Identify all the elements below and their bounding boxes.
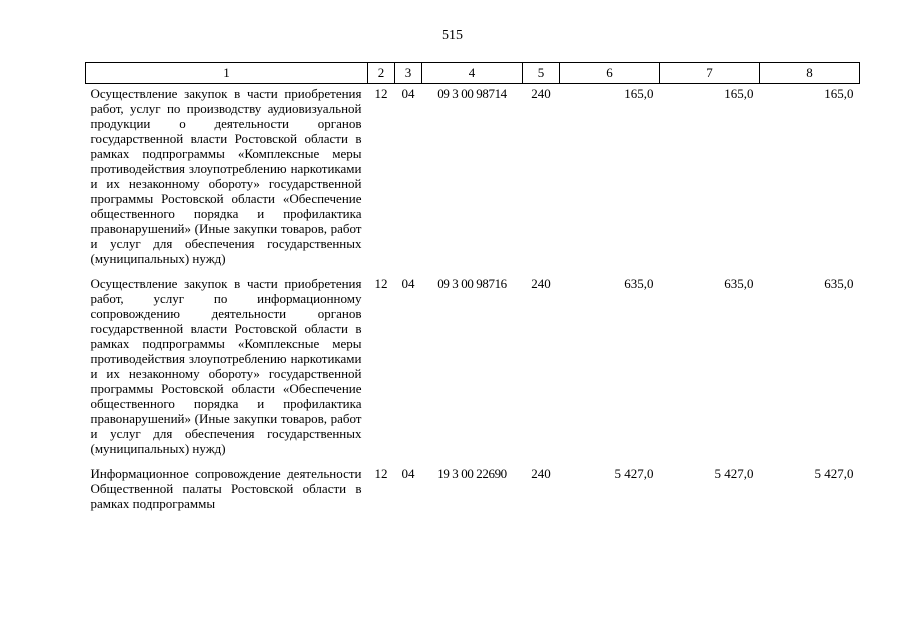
column-header-7: 7 [660,63,760,84]
row-subsection: 04 [401,466,415,481]
budget-table [85,62,860,519]
row-amount-year3: 5 427,0 [814,466,854,481]
row-expense-type: 240 [531,86,551,101]
column-header-5: 5 [523,63,560,84]
row-expense-type: 240 [531,466,551,481]
table-row [86,84,860,275]
table-header-row [86,63,860,84]
column-header-3: 3 [395,63,422,84]
column-header-1: 1 [86,63,368,84]
row-section: 12 [374,276,388,291]
page-number: 515 [442,28,463,43]
column-header-4: 4 [422,63,523,84]
row-amount-year2: 635,0 [724,276,754,291]
column-header-6: 6 [560,63,660,84]
row-description: Осуществление закупок в части приобретения работ, услуг по информационному сопровождению деятельности органов государственной власти Ростовской области в рамках подпрограммы «Комплексные меры противодействия злоупотреблению наркотиками и их незаконному обороту» государственной программы Ростовской области «Обеспечение общественного порядка и профилактика правонарушений» (Иные закупки товаров, работ и услуг для обеспечения государственных (муниципальных) нужд) [90,276,362,456]
row-amount-year3: 165,0 [824,86,854,101]
row-description: Информационное сопровождение деятельности Общественной палаты Ростовской области в рамках подпрограммы [90,466,362,511]
row-section: 12 [374,86,388,101]
column-header-2: 2 [368,63,395,84]
table-row [86,274,860,464]
row-amount-year1: 5 427,0 [614,466,654,481]
column-header-8: 8 [760,63,860,84]
row-expense-type: 240 [531,276,551,291]
row-section: 12 [374,466,388,481]
row-subsection: 04 [401,86,415,101]
row-amount-year2: 165,0 [724,86,754,101]
row-amount-year1: 635,0 [624,276,654,291]
row-target-code: 09 3 00 98714 [437,86,507,101]
row-target-code: 19 3 00 22690 [437,466,507,481]
row-amount-year3: 635,0 [824,276,854,291]
row-amount-year1: 165,0 [624,86,654,101]
row-amount-year2: 5 427,0 [714,466,754,481]
row-description: Осуществление закупок в части приобретения работ, услуг по производству аудиовизуальной продукции о деятельности органов государственной власти Ростовской области в рамках подпрограммы «Комплексные меры противодействия злоупотреблению наркотиками и их незаконному обороту» государственной программы Ростовской области «Обеспечение общественного порядка и профилактика правонарушений» (Иные закупки товаров, работ и услуг для обеспечения государственных (муниципальных) нужд) [90,86,362,266]
row-subsection: 04 [401,276,415,291]
row-target-code: 09 3 00 98716 [437,276,507,291]
table-row [86,464,860,519]
